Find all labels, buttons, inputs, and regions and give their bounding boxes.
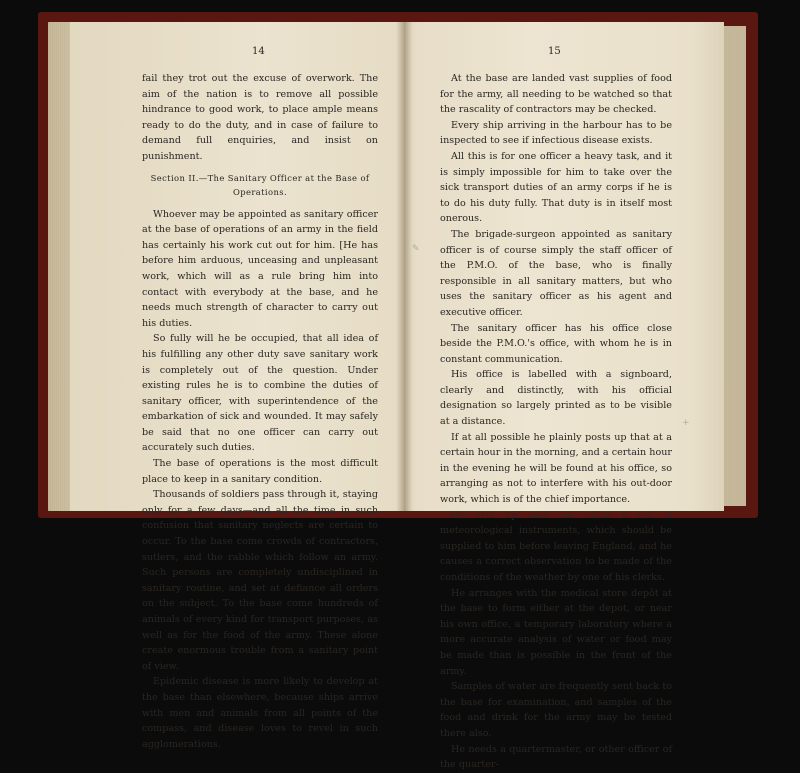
section-heading xyxy=(142,171,378,199)
paragraph: The base of operations is the most difficult place to keep in a sanitary condition. xyxy=(142,458,378,485)
paragraph: He needs a quartermaster, or other officer of the quarter- xyxy=(440,743,672,771)
pencil-mark: ✎ xyxy=(412,244,420,254)
section-heading-line-1: Section II.—The Sanitary Officer at the Base of xyxy=(150,172,370,183)
paragraph: At the base are landed vast supplies of food for the army, all needing to be watched so that the rascality of contractors may be checked. xyxy=(440,73,672,116)
paragraph: The sanitary officer has his office close beside the P.M.O.'s office, with whom he is in constant communication. xyxy=(440,322,672,365)
pencil-mark: + xyxy=(682,418,690,428)
paragraph: Samples of water are frequently sent back to the base for examination, and samples of the food and drink for the army may be tested there also. xyxy=(440,681,672,739)
paragraph: Thousands of soldiers pass through it, staying only for a few days—and all the time in such confusion that sanitary neglects are certain to occur. To the base come crowds of contractors, sutlers, and the rabble which follow an army. Such persons are completely undisciplined in sanitary routine, and set at defiance all orders on the subject. To the base come hundreds of animals of every kind for transport purposes, as well as for the food of the army. These alone create enormous trouble from a sanitary point of view. xyxy=(142,489,378,672)
paragraph: If at all possible he plainly posts up that at a certain hour in the morning, and a certain hour in the evening he will be found at his office, so arranging as not to interfere with his out-door work, which is of the chief importance. xyxy=(440,431,672,506)
paragraph: Epidemic disease is more likely to develop at the base than elsewhere, because ships arrive with men and animals from all points of the compass, and disease loves to revel in such agglomerations. xyxy=(142,676,378,750)
section-heading-line-2: Operations. xyxy=(232,186,288,197)
page-number-right: 15 xyxy=(548,46,561,57)
paragraph: He arranges with the medical store depôt at the base to form either at the depot, or near his own office, a temporary laboratory where a more accurate analysis of water or food may be made than is possible in the front of the army. xyxy=(440,587,672,677)
paragraph: His office is labelled with a signboard, clearly and distinctly, with his official designation so largely printed as to be visible at a distance. xyxy=(440,369,672,428)
book-gutter xyxy=(396,22,412,511)
paragraph: Every ship arriving in the harbour has to be inspected to see if infectious disease exists. xyxy=(440,119,672,147)
paragraph: He sets up near his office a set of meteorological instruments, which should be supplied to him before leaving England, and he causes a correct observation to be made of the conditions of the weather by one of his clerks. xyxy=(440,509,672,583)
right-page-text xyxy=(440,71,672,773)
paragraph: All this is for one officer a heavy task, and it is simply impossible for him to take over the sick transport duties of an army corps if he is to do his duty fully. That duty is in itself most onerous. xyxy=(440,150,672,225)
paragraph: So fully will he be occupied, that all idea of his fulfilling any other duty save sanitary work is completely out of the question. Under existing rules he is to combine the duties of sanitary officer, with superintendence of the embarkation of sick and wounded. It may safely be said that no one officer can carry out accurately such duties. xyxy=(142,333,378,454)
page-number-left: 14 xyxy=(252,46,265,57)
left-page-text xyxy=(142,71,378,752)
left-page-edges xyxy=(48,22,70,511)
paragraph: Whoever may be appointed as sanitary officer at the base of operations of an army in the field has certainly his work cut out for him. [He has before him arduous, unceasing and unpleasant work, which will as a rule bring him into contact with everybody at the base, and he needs much strength of character to carry out his duties. xyxy=(142,208,378,329)
right-page-edges xyxy=(724,26,746,506)
paragraph: fail they trot out the excuse of overwork. The aim of the nation is to remove all possible hindrance to good work, to place ample means ready to do the duty, and in case of failure to demand full enquiries, and insist on punishment. xyxy=(142,73,378,162)
paragraph: The brigade-surgeon appointed as sanitary officer is of course simply the staff officer of the P.M.O. of the base, who is finally responsible in all sanitary matters, but who uses the sanitary officer as his agent and executive officer. xyxy=(440,228,672,318)
